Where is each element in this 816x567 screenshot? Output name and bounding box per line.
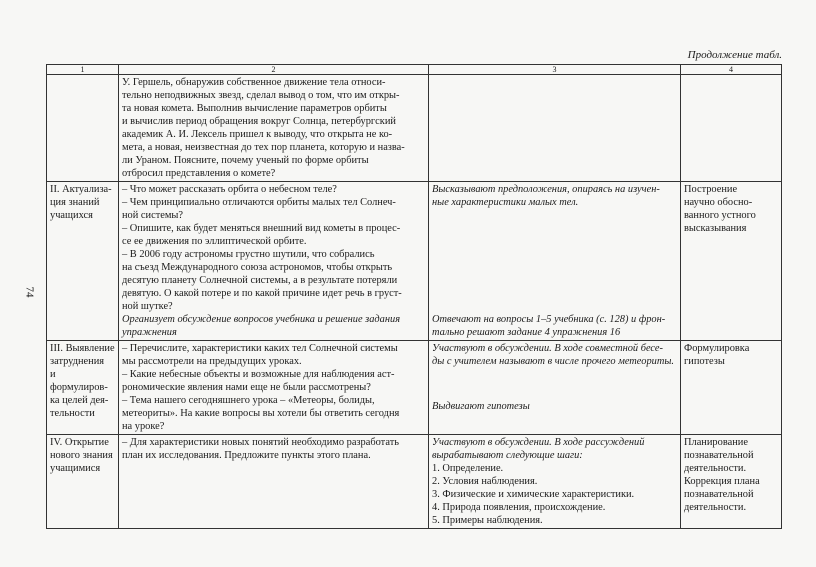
column-header: 3 xyxy=(429,65,681,75)
lesson-table xyxy=(46,64,782,529)
continuation-label: Продолжение табл. xyxy=(687,49,782,61)
teacher-cell: – Для характеристики новых понятий необходимо разработать план их исследования. Предложите пункты этого плана. xyxy=(119,435,429,529)
students-cell: Высказывают предположения, опираясь на изучен- ные характеристики малых тел. Отвечают на вопросы 1–5 учебника (с. 128) и фрон- тально решают задание 4 упражнения 16 xyxy=(429,182,681,341)
column-header: 4 xyxy=(681,65,782,75)
students-cell: Участвуют в обсуждении. В ходе совместной бесе- ды с учителем называют в числе прочего метеориты. Выдвигают гипотезы xyxy=(429,341,681,435)
result-cell: Построение научно обосно- ванного устного высказывания xyxy=(681,182,782,341)
stage-cell: II. Актуализа- ция знаний учащихся xyxy=(47,182,119,341)
list-item: 2. Условия наблюдения. xyxy=(432,476,538,487)
teacher-cell: – Перечислите, характеристики каких тел Солнечной системы мы рассмотрели на предыдущих уроках. – Какие небесные объекты и возможные для наблюдения аст- рономические явления нами еще не были рассмотрены? – Тема нашего сегодняшнего урока – «Метеоры, болиды, метеориты». На какие вопросы вы хотели бы ответить сегодня на уроке? xyxy=(119,341,429,435)
column-header: 2 xyxy=(119,65,429,75)
table-header-row xyxy=(47,65,782,75)
result-cell: Планирование познавательной деятельности. Коррекция плана познавательной деятельности. xyxy=(681,435,782,529)
students-cell: Участвуют в обсуждении. В ходе рассуждений вырабатывают следующие шаги: 1. Определение. 2. Условия наблюдения. 3. Физические и химические характеристики. 4. Природа появления, происхождение. 5. Примеры наблюдения. xyxy=(429,435,681,529)
table-row xyxy=(47,182,782,341)
stage-cell xyxy=(47,75,119,182)
stage-cell: III. Выявление затруднения и формулиров- ка целей дея- тельности xyxy=(47,341,119,435)
result-cell: Формулировка гипотезы xyxy=(681,341,782,435)
students-cell xyxy=(429,75,681,182)
list-item: 4. Природа появления, происхождение. xyxy=(432,502,606,513)
table-row xyxy=(47,341,782,435)
list-item: 3. Физические и химические характеристики. xyxy=(432,489,635,500)
table-row xyxy=(47,75,782,182)
page-number: 74 xyxy=(23,286,36,298)
column-header: 1 xyxy=(47,65,119,75)
teacher-cell: У. Гершель, обнаружив собственное движение тела относи- тельно неподвижных звезд, сделал вывод о том, что им откры- та новая комета. Выполнив вычисление параметров орбиты и вычислив период обращения вокруг Солнца, петербургский академик А. И. Лексель пришел к выводу, что открыта не ко- мета, а новая, неизвестная до тех пор планета, которую и назва- ли Ураном. Поясните, почему ученый по форме орбиты отбросил представления о комете? xyxy=(119,75,429,182)
stage-cell: IV. Открытие нового знания учащимися xyxy=(47,435,119,529)
result-cell xyxy=(681,75,782,182)
list-item: 1. Определение. xyxy=(432,463,504,474)
list-item: 5. Примеры наблюдения. xyxy=(432,515,543,526)
teacher-cell: – Что может рассказать орбита о небесном теле? – Чем принципиально отличаются орбиты малых тел Солнеч- ной системы? – Опишите, как будет меняться внешний вид кометы в процес- се ее движения по эллиптической орбите. – В 2006 году астрономы грустно шутили, что собрались на съезд Международного союза астрономов, чтобы открыть десятую планету Солнечной системы, а в результате потеряли девятую. О какой потере и по какой причине идет речь в груст- ной шутке? Организует обсуждение вопросов учебника и решение задания упражнения xyxy=(119,182,429,341)
table-row xyxy=(47,435,782,529)
